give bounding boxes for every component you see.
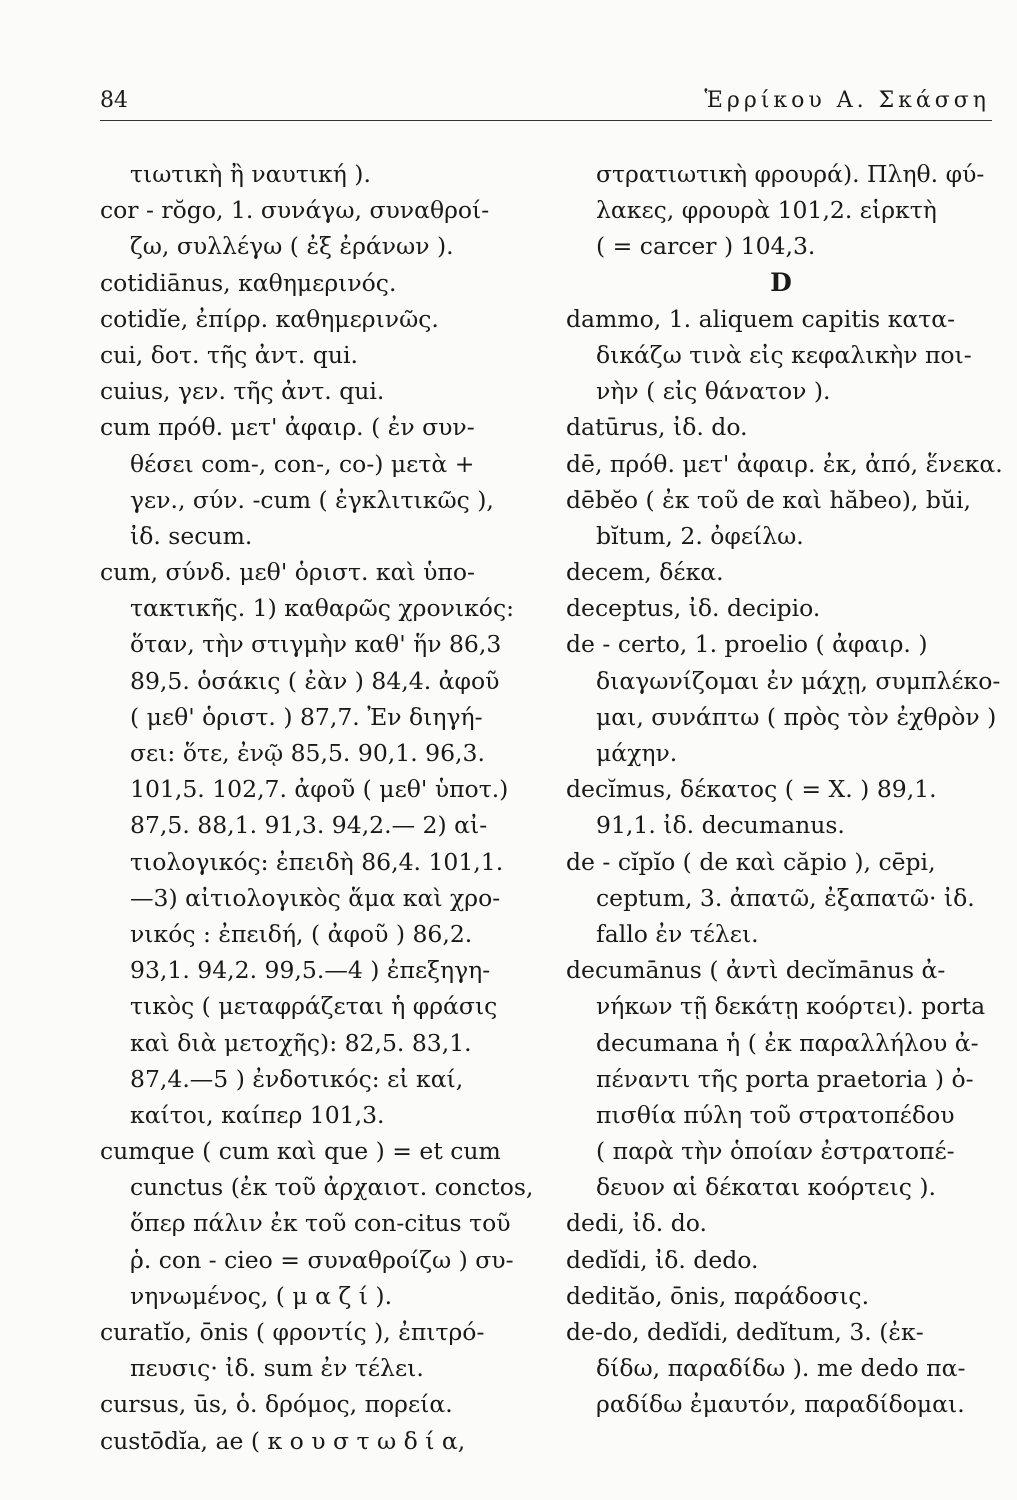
text-line: decem, δέκα.: [566, 558, 724, 587]
text-line: cuius, γεν. τῆς ἀντ. qui.: [100, 377, 385, 406]
text-line: νικός : ἐπειδή, ( ἀφοῦ ) 86,2.: [130, 919, 473, 948]
text-line: cotidĭe, ἐπίρρ. καθημερινῶς.: [100, 304, 439, 333]
text-line: 101,5. 102,7. ἀφοῦ ( μεθ' ὑποτ.): [130, 775, 509, 804]
text-line: deceptus, ἰδ. decipio.: [566, 594, 821, 623]
text-line: decumānus ( ἀντὶ decĭmānus ἀ-: [566, 956, 946, 985]
text-line: 93,1. 94,2. 99,5.—4 ) ἐπεξηγη-: [130, 956, 491, 985]
text-line: δικάζω τινὰ εἰς κεφαλικὴν ποι-: [596, 340, 972, 369]
text-line: 91,1. ἰδ. decumanus.: [596, 811, 845, 840]
text-line: πευσις· ἰδ. sum ἐν τέλει.: [130, 1354, 424, 1383]
text-line: ( παρὰ τὴν ὁποίαν ἐστρατοπέ-: [596, 1137, 955, 1166]
text-line: cunctus (ἐκ τοῦ ἀρχαιοτ. conctos,: [130, 1173, 534, 1202]
text-line: 87,4.—5 ) ἐνδοτικός: εἰ καί,: [130, 1064, 464, 1093]
left-column: [100, 156, 540, 1459]
text-line: cumque ( cum καὶ que ) = et cum: [100, 1137, 501, 1166]
running-title: Ἑρρίκου Α. Σκάσση: [704, 88, 990, 113]
text-line: λακες, φρουρὰ 101,2. εἱρκτὴ: [596, 196, 937, 225]
right-column: [566, 156, 1003, 1423]
text-line: θέσει com-, con-, co-) μετὰ +: [130, 449, 475, 478]
text-line: πέναντι τῆς porta praetoria ) ὀ-: [596, 1064, 974, 1093]
text-line: de - certo, 1. proelio ( ἀφαιρ. ): [566, 630, 928, 659]
text-line: ραδίδω ἐμαυτόν, παραδίδομαι.: [596, 1390, 965, 1419]
text-line: 89,5. ὁσάκις ( ἐὰν ) 84,4. ἀφοῦ: [130, 666, 500, 695]
text-line: cum, σύνδ. μεθ' ὁριστ. καὶ ὑπο-: [100, 558, 475, 587]
text-line: ( μεθ' ὁριστ. ) 87,7. Ἐν διηγή-: [130, 702, 483, 731]
text-line: ζω, συλλέγω ( ἐξ ἐράνων ).: [130, 232, 454, 261]
text-line: νήκων τῇ δεκάτῃ κοόρτει). porta: [596, 992, 986, 1021]
page-header: [100, 86, 992, 121]
text-line: dammo, 1. aliquem capitis κατα-: [566, 304, 956, 333]
text-line: ῥ. con - cieo = συναθροίζω ) συ-: [130, 1245, 514, 1274]
text-line: καίτοι, καίπερ 101,3.: [130, 1100, 385, 1129]
text-line: dēbĕo ( ἐκ τοῦ de καὶ hăbeo), bŭi,: [566, 485, 972, 514]
page-number: 84: [100, 88, 128, 113]
text-line: cursus, ūs, ὁ. δρόμος, πορεία.: [100, 1390, 453, 1419]
text-line: ceptum, 3. ἀπατῶ, ἐξαπατῶ· ἰδ.: [596, 883, 975, 912]
text-line: ( = carcer ) 104,3.: [596, 232, 816, 261]
text-line: dedi, ἰδ. do.: [566, 1209, 707, 1238]
text-line: σει: ὅτε, ἐνῷ 85,5. 90,1. 96,3.: [130, 739, 485, 767]
text-line: δευον αἱ δέκαται κοόρτεις ).: [596, 1173, 936, 1202]
text-line: νὴν ( εἰς θάνατον ).: [596, 377, 831, 406]
text-line: bĭtum, 2. ὀφείλω.: [596, 521, 804, 550]
text-line: de-do, dedĭdi, dedĭtum, 3. (ἐκ-: [566, 1318, 924, 1346]
text-line: custōdĭa, ae ( κ ο υ σ τ ω δ ί α,: [100, 1426, 466, 1455]
text-line: μαι, συνάπτω ( πρὸς τὸν ἐχθρὸν ): [596, 702, 997, 731]
text-line: τιωτικὴ ἢ ναυτική ).: [130, 160, 371, 188]
text-line: —3) αἰτιολογικὸς ἅμα καὶ χρο-: [130, 883, 501, 912]
text-line: στρατιωτικὴ φρουρά). Πληθ. φύ-: [596, 160, 985, 188]
text-line: dedităo, ōnis, παράδοσις.: [566, 1281, 870, 1310]
text-line: cor - rŏgo, 1. συνάγω, συναθροί-: [100, 196, 490, 225]
text-line: πισθία πύλη τοῦ στρατοπέδου: [596, 1100, 955, 1129]
text-line: ὅταν, τὴν στιγμὴν καθ' ἥν 86,3: [130, 630, 502, 659]
text-line: νηνωμένος, ( μ α ζ ί ).: [130, 1281, 393, 1310]
text-line: ὅπερ πάλιν ἐκ τοῦ con-citus τοῦ: [130, 1209, 511, 1238]
text-line: de - cĭpĭo ( de καὶ căpio ), cēpi,: [566, 847, 936, 876]
text-line: dedĭdi, ἰδ. dedo.: [566, 1245, 759, 1274]
text-line: τικὸς ( μεταφράζεται ἡ φράσις: [130, 992, 498, 1021]
text-line: cui, δοτ. τῆς ἀντ. qui.: [100, 340, 358, 369]
text-line: curatĭo, ōnis ( φροντίς ), ἐπιτρό-: [100, 1318, 485, 1346]
text-line: datūrus, ἰδ. do.: [566, 413, 748, 442]
text-line: dē, πρόθ. μετ' ἀφαιρ. ἐκ, ἀπό, ἕνεκα.: [566, 449, 1003, 478]
text-line: cum πρόθ. μετ' ἀφαιρ. ( ἐν συν-: [100, 413, 475, 442]
text-line: fallo ἐν τέλει.: [596, 919, 759, 948]
text-line: τιολογικός: ἐπειδὴ 86,4. 101,1.: [130, 847, 504, 876]
text-line: cotidiānus, καθημερινός.: [100, 268, 397, 297]
text-line: ἰδ. secum.: [130, 521, 253, 550]
text-line: μάχην.: [596, 739, 678, 767]
text-line: 87,5. 88,1. 91,3. 94,2.— 2) αἰ-: [130, 811, 488, 840]
text-line: τακτικῆς. 1) καθαρῶς χρονικός:: [130, 594, 515, 623]
text-line: γεν., σύν. -cum ( ἐγκλιτικῶς ),: [130, 485, 494, 514]
text-line: δίδω, παραδίδω ). me dedo πα-: [596, 1354, 966, 1383]
text-line: decĭmus, δέκατος ( = X. ) 89,1.: [566, 775, 937, 804]
text-line: διαγωνίζομαι ἐν μάχῃ, συμπλέκο-: [596, 666, 1001, 695]
section-heading: D: [770, 267, 792, 297]
text-line: καὶ διὰ μετοχῆς): 82,5. 83,1.: [130, 1028, 472, 1057]
text-line: decumana ἡ ( ἐκ παραλλήλου ἀ-: [596, 1028, 979, 1057]
